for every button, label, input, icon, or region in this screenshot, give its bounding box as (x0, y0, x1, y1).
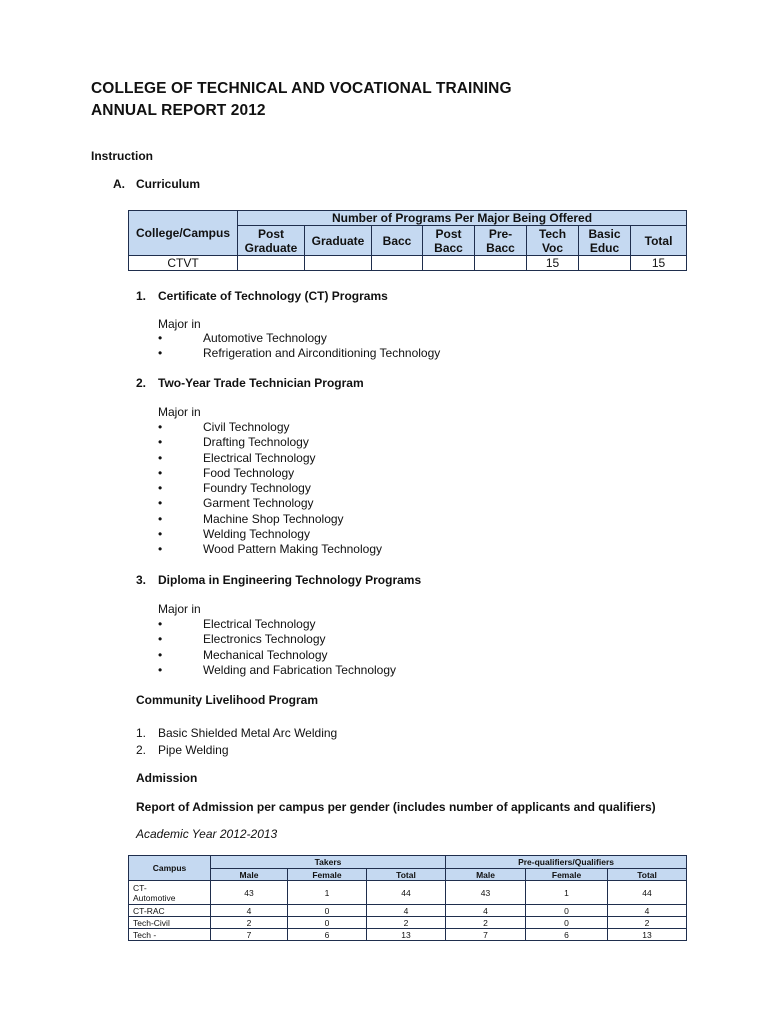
sub-header: Female (526, 869, 608, 881)
table-cell: 2 (446, 917, 526, 929)
table-row (129, 917, 687, 929)
table-cell: 6 (526, 929, 608, 941)
sub-header: Total (608, 869, 687, 881)
trade-majors-list (158, 420, 382, 558)
list-item: • Civil Technology (158, 420, 382, 435)
report-title-line1: COLLEGE OF TECHNICAL AND VOCATIONAL TRAINING (91, 80, 512, 97)
table-cell: 15 (631, 256, 687, 271)
table-cell: 0 (526, 917, 608, 929)
campus-header: Campus (129, 856, 211, 881)
table-cell: 4 (211, 905, 288, 917)
campus-cell: Tech - (129, 929, 211, 941)
campus-cell: CT-RAC (129, 905, 211, 917)
list-item: • Automotive Technology (158, 331, 440, 346)
qualifiers-header: Pre-qualifiers/Qualifiers (446, 856, 687, 869)
table-cell: 43 (446, 881, 526, 905)
table-cell: 4 (608, 905, 687, 917)
list-item: • Wood Pattern Making Technology (158, 542, 382, 557)
list-item: • Mechanical Technology (158, 648, 396, 663)
table-cell: 2 (367, 917, 446, 929)
col-bacc: Bacc (372, 226, 423, 256)
table-row (129, 881, 687, 905)
list-item: • Welding and Fabrication Technology (158, 663, 396, 678)
table-cell: 13 (367, 929, 446, 941)
takers-header: Takers (211, 856, 446, 869)
table-cell: 4 (367, 905, 446, 917)
table-cell (475, 256, 527, 271)
major-in-label: Major in (158, 602, 201, 616)
table-cell: 13 (608, 929, 687, 941)
col-tech-voc: Tech Voc (527, 226, 579, 256)
section-title-ct: Certificate of Technology (CT) Programs (158, 289, 388, 303)
instruction-heading: Instruction (91, 149, 153, 163)
list-item: • Food Technology (158, 466, 382, 481)
academic-year-label: Academic Year 2012-2013 (136, 827, 278, 841)
section-title-trade-technician: Two-Year Trade Technician Program (158, 376, 364, 390)
table-row (129, 929, 687, 941)
col-basic-educ: Basic Educ (579, 226, 631, 256)
col-graduate: Graduate (305, 226, 372, 256)
campus-cell: CT- Automotive (129, 881, 211, 905)
major-in-label: Major in (158, 405, 201, 419)
table-cell: 1 (526, 881, 608, 905)
table-cell: 6 (288, 929, 367, 941)
community-item-number: 2. (136, 743, 147, 757)
table-cell: 1 (288, 881, 367, 905)
table-row (129, 256, 687, 271)
sub-header: Female (288, 869, 367, 881)
sub-header: Total (367, 869, 446, 881)
college-campus-header: College/Campus (129, 211, 238, 256)
programs-table (128, 210, 687, 271)
list-item: • Garment Technology (158, 496, 382, 511)
col-pre-bacc: Pre- Bacc (475, 226, 527, 256)
table-cell: 44 (367, 881, 446, 905)
major-in-label: Major in (158, 317, 201, 331)
col-post-graduate: Post Graduate (238, 226, 305, 256)
table-cell (238, 256, 305, 271)
campus-cell: Tech-Civil (129, 917, 211, 929)
programs-group-header: Number of Programs Per Major Being Offered (238, 211, 687, 226)
table-cell: 2 (211, 917, 288, 929)
list-item: • Welding Technology (158, 527, 382, 542)
community-item: Pipe Welding (158, 743, 229, 757)
admission-report-text: Report of Admission per campus per gender (includes number of applicants and qualifiers) (136, 800, 656, 814)
sub-header: Male (211, 869, 288, 881)
list-item: • Refrigeration and Airconditioning Technology (158, 346, 440, 361)
table-cell (423, 256, 475, 271)
section-number: 2. (136, 376, 147, 390)
diploma-majors-list (158, 617, 396, 678)
admission-table (128, 855, 687, 941)
table-cell: 7 (211, 929, 288, 941)
report-title-line2: ANNUAL REPORT 2012 (91, 102, 266, 119)
col-post-bacc: Post Bacc (423, 226, 475, 256)
table-cell: 2 (608, 917, 687, 929)
table-cell (579, 256, 631, 271)
list-item: • Machine Shop Technology (158, 512, 382, 527)
admission-heading: Admission (136, 771, 198, 785)
table-cell: 0 (288, 917, 367, 929)
section-title-diploma: Diploma in Engineering Technology Programs (158, 573, 422, 587)
list-item: • Electrical Technology (158, 451, 382, 466)
section-number: 1. (136, 289, 147, 303)
table-cell: 15 (527, 256, 579, 271)
curriculum-marker: A. (113, 177, 125, 191)
table-cell: 44 (608, 881, 687, 905)
community-item: Basic Shielded Metal Arc Welding (158, 726, 338, 740)
sub-header: Male (446, 869, 526, 881)
list-item: • Electrical Technology (158, 617, 396, 632)
curriculum-heading: Curriculum (136, 177, 201, 191)
section-number: 3. (136, 573, 147, 587)
community-item-number: 1. (136, 726, 147, 740)
col-total: Total (631, 226, 687, 256)
table-cell: 43 (211, 881, 288, 905)
table-cell: 4 (446, 905, 526, 917)
table-cell: CTVT (129, 256, 238, 271)
ct-majors-list (158, 331, 440, 362)
table-cell: 0 (526, 905, 608, 917)
table-cell: 7 (446, 929, 526, 941)
table-cell (305, 256, 372, 271)
community-heading: Community Livelihood Program (136, 693, 319, 707)
list-item: • Drafting Technology (158, 435, 382, 450)
table-cell: 0 (288, 905, 367, 917)
list-item: • Foundry Technology (158, 481, 382, 496)
list-item: • Electronics Technology (158, 632, 396, 647)
table-cell (372, 256, 423, 271)
table-row (129, 905, 687, 917)
